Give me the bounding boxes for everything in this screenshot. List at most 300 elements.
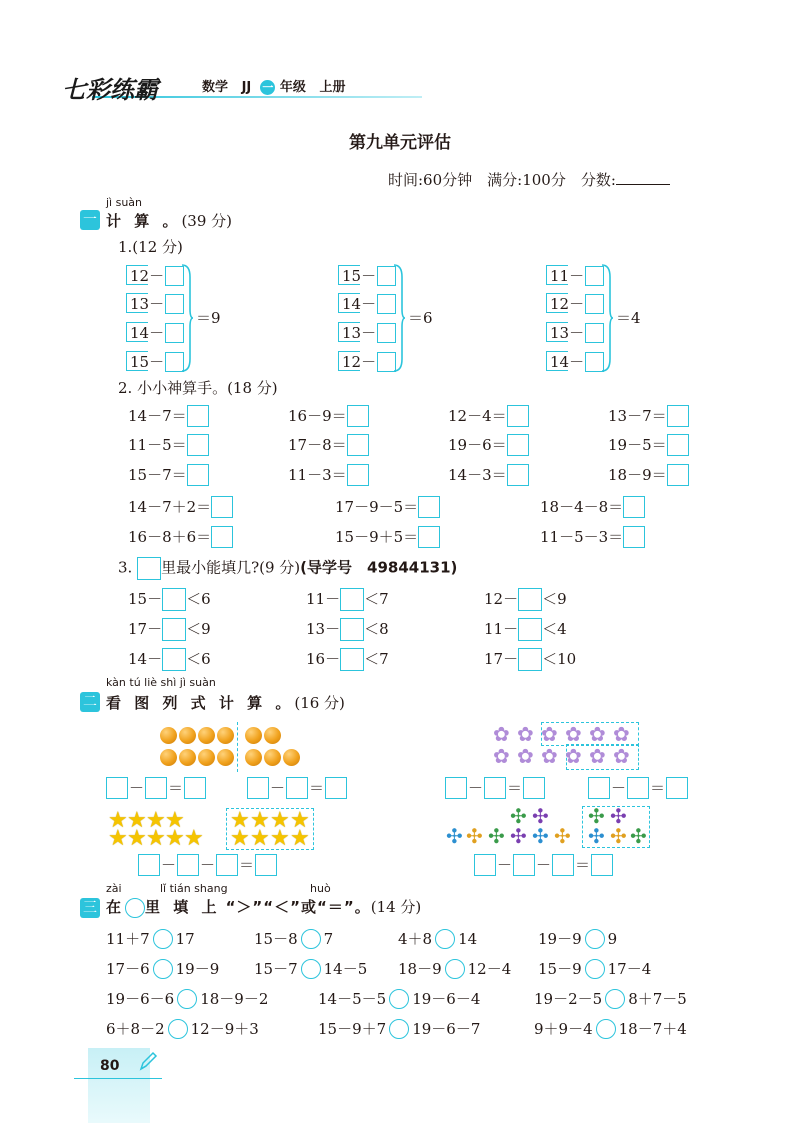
brace-icon <box>180 263 194 377</box>
answer-box[interactable] <box>187 434 209 456</box>
operator: － <box>161 856 177 874</box>
pinwheel-icon: ✣ <box>488 824 505 848</box>
q1-expr: 15－ <box>130 353 165 371</box>
orange-icon <box>179 749 196 766</box>
s1-header <box>106 210 232 231</box>
q1-item <box>340 320 396 345</box>
operator: － <box>129 779 145 797</box>
s2-score: (16 分) <box>294 694 345 712</box>
q2-item <box>128 462 209 487</box>
brace-icon <box>600 263 614 377</box>
s3-header <box>106 896 421 918</box>
q1-expr: 14－ <box>130 324 165 342</box>
q3-item <box>306 646 389 671</box>
answer-box[interactable] <box>255 854 277 876</box>
q2-expr: 13－7＝ <box>608 407 667 425</box>
s2-badge: 二 <box>80 692 100 712</box>
q3-expr-left: 17－ <box>484 650 519 668</box>
q2-expr: 11－5－3＝ <box>540 528 624 546</box>
answer-box[interactable] <box>484 777 506 799</box>
star-icon: ★ <box>146 808 166 833</box>
orange-icon <box>264 727 281 744</box>
pinwheel-icon: ✣ <box>630 824 647 848</box>
q2-expr: 11－3＝ <box>288 466 347 484</box>
q3-item <box>306 586 389 611</box>
q3-item <box>484 616 567 641</box>
pinwheel-icon: ✣ <box>466 824 483 848</box>
q1-expr: 15－ <box>342 267 377 285</box>
picture-equation <box>588 775 688 800</box>
compare-right: 17－4 <box>607 960 652 978</box>
answer-box[interactable] <box>474 854 496 876</box>
s1-title: 计 算 。 <box>106 212 182 230</box>
flower-icon: ✿ <box>589 722 606 746</box>
q2-item <box>128 494 233 519</box>
q2-item <box>608 462 689 487</box>
answer-box[interactable] <box>667 405 689 427</box>
page-title: 第九单元评估 <box>349 133 451 153</box>
answer-box[interactable] <box>216 854 238 876</box>
q2-expr: 18－9＝ <box>608 466 667 484</box>
q1-item <box>548 349 604 374</box>
answer-box[interactable] <box>507 434 529 456</box>
compare-right: 19－9 <box>175 960 220 978</box>
answer-box[interactable] <box>347 464 369 486</box>
score-blank[interactable] <box>616 170 670 185</box>
q3-expr-right: ＜10 <box>542 650 577 668</box>
answer-box[interactable] <box>445 777 467 799</box>
operator: － <box>200 856 216 874</box>
answer-box[interactable] <box>138 854 160 876</box>
exam-meta <box>388 170 670 190</box>
q3-expr-right: ＜6 <box>186 590 211 608</box>
compare-circle[interactable] <box>435 929 455 949</box>
s3-title-b: 里 填 上 <box>145 898 221 916</box>
operator: － <box>536 856 552 874</box>
q2-expr: 19－6＝ <box>448 436 507 454</box>
q2-item <box>288 462 369 487</box>
star-icon: ★ <box>184 826 204 851</box>
compare-circle[interactable] <box>605 989 625 1009</box>
q2-item <box>288 403 369 428</box>
star-icon: ★ <box>250 826 270 851</box>
exam-meta-text: 时间:60分钟 满分:100分 分数: <box>388 171 616 189</box>
q2-label: 2. 小小神算手。(18 分) <box>118 379 278 397</box>
q1-item <box>548 320 604 345</box>
pinwheel-icon: ✣ <box>446 824 463 848</box>
pencil-icon <box>138 1050 158 1076</box>
orange-icon <box>245 727 262 744</box>
q3-label-post: 里最小能填几?(9 分) <box>161 558 301 577</box>
q1-result: ＝6 <box>408 309 433 327</box>
q1-expr: 14－ <box>550 353 585 371</box>
q1-item <box>548 291 604 316</box>
q2-expr: 16－9＝ <box>288 407 347 425</box>
flower-icon: ✿ <box>541 744 558 768</box>
s2-title: 看 图 列 式 计 算 。 <box>106 694 295 712</box>
pinwheel-icon: ✣ <box>532 804 549 828</box>
q2-expr: 17－8＝ <box>288 436 347 454</box>
compare-item <box>318 986 480 1011</box>
compare-circle[interactable] <box>153 929 173 949</box>
q1-expr: 14－ <box>342 295 377 313</box>
star-icon: ★ <box>290 808 310 833</box>
q2-item <box>540 494 645 519</box>
q3-expr-right: ＜9 <box>542 590 567 608</box>
star-icon: ★ <box>165 808 185 833</box>
q1-item <box>128 349 184 374</box>
operator: ＝ <box>575 856 591 874</box>
q2-expr: 14－7＝ <box>128 407 187 425</box>
q2-expr: 19－5＝ <box>608 436 667 454</box>
flower-icon: ✿ <box>613 744 630 768</box>
q2-expr: 14－3＝ <box>448 466 507 484</box>
pinwheel-icon: ✣ <box>588 824 605 848</box>
q2-item <box>128 432 209 457</box>
q1-item <box>340 263 396 288</box>
answer-box[interactable] <box>286 777 308 799</box>
compare-right: 17 <box>175 930 195 948</box>
operator: ＝ <box>650 779 666 797</box>
q2-expr: 16－8＋6＝ <box>128 528 212 546</box>
compare-circle[interactable] <box>301 959 321 979</box>
picture-equation <box>474 852 613 877</box>
compare-item <box>538 926 617 951</box>
compare-item <box>534 1016 687 1041</box>
answer-box[interactable] <box>518 618 542 641</box>
q3-label-box <box>137 557 161 580</box>
q1-expr: 12－ <box>342 353 377 371</box>
compare-right: 19－6－4 <box>412 990 481 1008</box>
header-edition: JJ <box>241 80 252 95</box>
answer-box[interactable] <box>667 464 689 486</box>
header-subject: 数学 <box>202 80 229 95</box>
q3-item <box>128 616 211 641</box>
answer-box[interactable] <box>666 777 688 799</box>
compare-item <box>106 926 195 951</box>
s3-pinyin-li: lǐ tián shang <box>160 882 228 895</box>
operator: － <box>611 779 627 797</box>
q2-item <box>335 494 440 519</box>
answer-box[interactable] <box>623 496 645 518</box>
q2-expr: 14－7＋2＝ <box>128 498 212 516</box>
orange-divider <box>237 722 238 772</box>
flower-icon: ✿ <box>493 744 510 768</box>
compare-left: 9＋9－4 <box>534 1020 593 1038</box>
compare-item <box>254 926 333 951</box>
star-icon: ★ <box>146 826 166 851</box>
answer-box[interactable] <box>106 777 128 799</box>
q1-expr: 13－ <box>130 295 165 313</box>
q2-expr: 12－4＝ <box>448 407 507 425</box>
answer-box[interactable] <box>518 588 542 611</box>
answer-box[interactable] <box>340 588 364 611</box>
q3-item <box>306 616 389 641</box>
compare-item <box>106 956 219 981</box>
flower-icon: ✿ <box>589 744 606 768</box>
q3-guide: (导学号 49844131) <box>300 558 458 577</box>
q3-expr-right: ＜4 <box>542 620 567 638</box>
q3-expr-left: 11－ <box>484 620 519 638</box>
compare-item <box>106 986 268 1011</box>
operator: － <box>270 779 286 797</box>
compare-circle[interactable] <box>389 1019 409 1039</box>
compare-left: 18－9 <box>398 960 442 978</box>
q1-item <box>548 263 604 288</box>
q3-expr-left: 15－ <box>128 590 163 608</box>
q2-item <box>128 524 233 549</box>
answer-box[interactable] <box>340 618 364 641</box>
compare-circle[interactable] <box>389 989 409 1009</box>
flower-icon: ✿ <box>541 722 558 746</box>
orange-icon <box>160 727 177 744</box>
pinwheel-icon: ✣ <box>554 824 571 848</box>
orange-icon <box>217 749 234 766</box>
q1-expr: 13－ <box>342 324 377 342</box>
orange-icon <box>264 749 281 766</box>
footer-line <box>74 1078 162 1079</box>
brace-icon <box>392 263 406 377</box>
answer-box[interactable] <box>667 434 689 456</box>
q1-expr: 11－ <box>550 267 585 285</box>
q1-item <box>340 349 396 374</box>
star-icon: ★ <box>108 808 128 833</box>
star-icon: ★ <box>250 808 270 833</box>
operator: － <box>497 856 513 874</box>
q1-item <box>128 291 184 316</box>
flower-icon: ✿ <box>493 722 510 746</box>
q3-expr-left: 13－ <box>306 620 341 638</box>
compare-item <box>318 1016 480 1041</box>
answer-box[interactable] <box>247 777 269 799</box>
orange-icon <box>198 727 215 744</box>
q2-item <box>288 432 369 457</box>
q1-expr: 12－ <box>550 295 585 313</box>
answer-box[interactable] <box>552 854 574 876</box>
answer-box[interactable] <box>347 434 369 456</box>
answer-box[interactable] <box>507 405 529 427</box>
star-icon: ★ <box>230 808 250 833</box>
compare-item <box>398 926 477 951</box>
star-icon: ★ <box>165 826 185 851</box>
operator: － <box>468 779 484 797</box>
compare-left: 15－9 <box>538 960 582 978</box>
q3-expr-left: 16－ <box>306 650 341 668</box>
pinwheel-icon: ✣ <box>510 804 527 828</box>
q1-result: ＝9 <box>196 309 221 327</box>
pinwheel-icon: ✣ <box>510 824 527 848</box>
star-icon: ★ <box>270 808 290 833</box>
compare-circle[interactable] <box>596 1019 616 1039</box>
s3-title-c: “＞”“＜”或“＝”。 <box>225 898 371 916</box>
q2-item <box>448 462 529 487</box>
compare-circle[interactable] <box>168 1019 188 1039</box>
q3-label-pre: 3. <box>118 558 133 577</box>
compare-left: 17－6 <box>106 960 150 978</box>
q1-label: 1.(12 分) <box>118 238 183 256</box>
picture-equation <box>106 775 206 800</box>
orange-icon <box>283 749 300 766</box>
page-number: 80 <box>100 1058 120 1074</box>
answer-box[interactable] <box>523 777 545 799</box>
q1-item <box>340 291 396 316</box>
answer-box[interactable] <box>187 464 209 486</box>
compare-circle[interactable] <box>301 929 321 949</box>
compare-item <box>106 1016 259 1041</box>
header-bar <box>62 70 402 102</box>
q3-expr-left: 11－ <box>306 590 341 608</box>
compare-left: 19－6－6 <box>106 990 175 1008</box>
q3-item <box>484 646 576 671</box>
logo <box>62 70 158 105</box>
compare-left: 14－5－5 <box>318 990 387 1008</box>
answer-box[interactable] <box>145 777 167 799</box>
q3-expr-left: 17－ <box>128 620 163 638</box>
compare-left: 15－8 <box>254 930 298 948</box>
q1-item <box>128 320 184 345</box>
compare-left: 15－7 <box>254 960 298 978</box>
orange-icon <box>198 749 215 766</box>
q2-expr: 18－4－8＝ <box>540 498 624 516</box>
picture-equation <box>445 775 545 800</box>
star-icon: ★ <box>230 826 250 851</box>
s3-badge: 三 <box>80 898 100 918</box>
answer-box[interactable] <box>162 648 186 671</box>
compare-circle[interactable] <box>153 959 173 979</box>
q3-expr-right: ＜7 <box>364 590 389 608</box>
flower-icon: ✿ <box>517 744 534 768</box>
answer-box[interactable] <box>513 854 535 876</box>
operator: ＝ <box>507 779 523 797</box>
q2-item <box>128 403 209 428</box>
q2-expr: 15－7＝ <box>128 466 187 484</box>
compare-right: 8＋7－5 <box>628 990 687 1008</box>
q2-item <box>608 403 689 428</box>
compare-right: 19－6－7 <box>412 1020 481 1038</box>
header-grade-num: 一 <box>262 81 274 94</box>
answer-box[interactable] <box>177 854 199 876</box>
q2-expr: 15－9＋5＝ <box>335 528 419 546</box>
compare-circle[interactable] <box>445 959 465 979</box>
q3-item <box>484 586 567 611</box>
operator: ＝ <box>239 856 255 874</box>
q1-item <box>128 263 184 288</box>
s3-title-a: 在 <box>106 898 126 916</box>
answer-box[interactable] <box>591 854 613 876</box>
answer-box[interactable] <box>418 496 440 518</box>
answer-box[interactable] <box>623 526 645 548</box>
q3-expr-right: ＜6 <box>186 650 211 668</box>
header-grade: 年级 <box>279 80 306 95</box>
operator: ＝ <box>309 779 325 797</box>
pinwheel-icon: ✣ <box>532 824 549 848</box>
flower-icon: ✿ <box>517 722 534 746</box>
answer-box[interactable] <box>184 777 206 799</box>
answer-box[interactable] <box>518 648 542 671</box>
s3-title-circle <box>125 898 145 918</box>
answer-box[interactable] <box>588 777 610 799</box>
compare-left: 6＋8－2 <box>106 1020 165 1038</box>
q3-item <box>128 646 211 671</box>
q2-item <box>448 432 529 457</box>
s2-pinyin: kàn tú liè shì jì suàn <box>106 676 216 689</box>
compare-left: 19－9 <box>538 930 582 948</box>
answer-box[interactable] <box>187 405 209 427</box>
q1-expr: 12－ <box>130 267 165 285</box>
picture-equation <box>247 775 347 800</box>
operator: ＝ <box>168 779 184 797</box>
compare-circle[interactable] <box>585 929 605 949</box>
answer-box[interactable] <box>162 618 186 641</box>
s3-pinyin-zai: zài <box>106 882 122 895</box>
compare-right: 9 <box>607 930 618 948</box>
flower-icon: ✿ <box>613 722 630 746</box>
answer-box[interactable] <box>211 526 233 548</box>
compare-left: 19－2－5 <box>534 990 603 1008</box>
compare-right: 12－4 <box>467 960 512 978</box>
flower-icon: ✿ <box>565 722 582 746</box>
answer-box[interactable] <box>325 777 347 799</box>
star-icon: ★ <box>127 826 147 851</box>
answer-box[interactable] <box>340 648 364 671</box>
orange-icon <box>217 727 234 744</box>
star-icon: ★ <box>108 826 128 851</box>
compare-left: 11＋7 <box>106 930 150 948</box>
star-icon: ★ <box>127 808 147 833</box>
compare-item <box>534 986 687 1011</box>
answer-box[interactable] <box>211 496 233 518</box>
answer-box[interactable] <box>627 777 649 799</box>
s1-score: (39 分) <box>181 212 233 230</box>
s1-badge: 一 <box>80 210 100 230</box>
orange-icon <box>245 749 262 766</box>
compare-left: 15－9＋7 <box>318 1020 387 1038</box>
star-icon: ★ <box>270 826 290 851</box>
q2-item <box>335 524 440 549</box>
header-info <box>202 76 345 95</box>
s2-header <box>106 692 345 713</box>
q3-expr-right: ＜7 <box>364 650 389 668</box>
q2-expr: 11－5＝ <box>128 436 187 454</box>
compare-left: 4＋8 <box>398 930 433 948</box>
pinwheel-icon: ✣ <box>610 804 627 828</box>
answer-box[interactable] <box>418 526 440 548</box>
s1-pinyin: jì suàn <box>106 196 143 209</box>
s3-score: (14 分) <box>370 898 422 916</box>
q3-label <box>118 557 457 580</box>
orange-icon <box>179 727 196 744</box>
q3-expr-right: ＜8 <box>364 620 389 638</box>
q3-expr-right: ＜9 <box>186 620 211 638</box>
compare-circle[interactable] <box>585 959 605 979</box>
answer-box[interactable] <box>347 405 369 427</box>
flower-icon: ✿ <box>565 744 582 768</box>
q2-item <box>448 403 529 428</box>
pinwheel-icon: ✣ <box>610 824 627 848</box>
q3-item <box>128 586 211 611</box>
s3-pinyin-huo: huò <box>310 882 331 895</box>
q2-expr: 17－9－5＝ <box>335 498 419 516</box>
compare-circle[interactable] <box>177 989 197 1009</box>
compare-right: 14－5 <box>323 960 368 978</box>
answer-box[interactable] <box>162 588 186 611</box>
header-volume: 上册 <box>319 80 346 95</box>
picture-equation <box>138 852 277 877</box>
q3-expr-left: 12－ <box>484 590 519 608</box>
answer-box[interactable] <box>507 464 529 486</box>
compare-right: 18－9－2 <box>200 990 269 1008</box>
q3-expr-left: 14－ <box>128 650 163 668</box>
